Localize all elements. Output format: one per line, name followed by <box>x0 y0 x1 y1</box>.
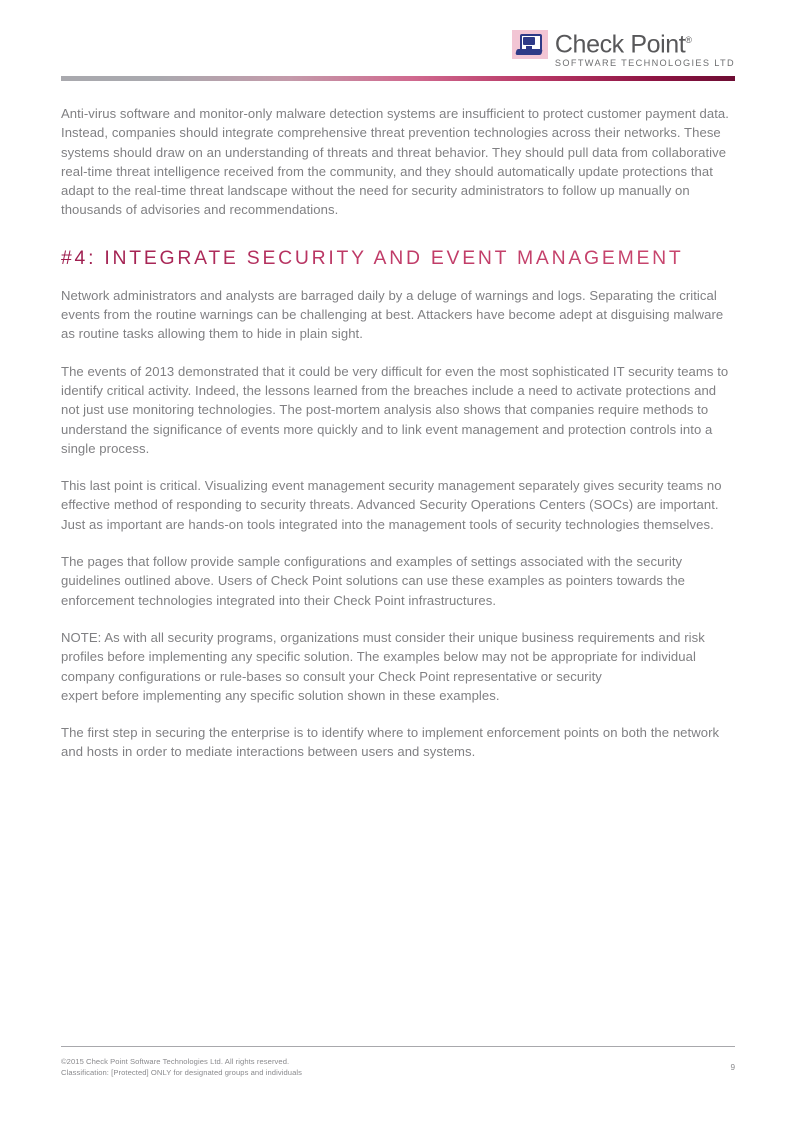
footer-divider <box>61 1046 735 1047</box>
logo-wordmark <box>555 28 735 69</box>
note-paragraph-line-group-1: NOTE: As with all security programs, organizations must consider their unique business requirements and risk profiles before implementing any specific solution. The examples below may not be appropriate for individual company configurations or rule-bases so consult your Check Point representative or security <box>61 629 705 684</box>
intro-paragraph: Anti-virus software and monitor-only malware detection systems are insufficient to protect customer payment data. Instead, companies should integrate comprehensive threat prevention technologies across their networks. These systems should draw on an understanding of threats and threat behavior. They should pull data from collaborative real-time threat intelligence received from the community, and they should automatically update protections that adapt to the real-time threat landscape without the need for security administrators to follow up manually on thousands of advisories and recommendations. <box>61 106 729 218</box>
brand-name-text: Check Point <box>554 30 686 59</box>
note-paragraph-line-group-2: expert before implementing any specific solution shown in these examples. <box>61 687 500 703</box>
page-header <box>61 28 735 74</box>
document-body <box>61 104 735 762</box>
note-paragraph <box>61 628 739 705</box>
footer-legal <box>61 1056 302 1078</box>
keyboard-shape <box>515 49 542 55</box>
page-footer <box>61 1056 735 1078</box>
brand-tagline: SOFTWARE TECHNOLOGIES LTD <box>554 58 735 69</box>
monitor-screen-shape <box>523 37 535 45</box>
header-gradient-divider <box>61 76 735 81</box>
checkpoint-logo <box>512 28 735 69</box>
section-heading: #4: INTEGRATE SECURITY AND EVENT MANAGEMENT <box>61 246 735 270</box>
brand-name <box>555 28 692 57</box>
paragraph-3: This last point is critical. Visualizing event management security management separately gives security teams no effective method of responding to security threats. Advanced Security Operations Centers (SOCs) are important. Just as important are hands-on tools integrated into the management tools of security technologies themselves. <box>61 478 722 532</box>
page-number: 9 <box>730 1063 735 1072</box>
paragraph-4: The pages that follow provide sample configurations and examples of settings associated with the security guidelines outlined above. Users of Check Point solutions can use these examples as pointers towards the enforcement technologies integrated into their Check Point infrastructures. <box>61 554 686 608</box>
trademark-symbol: ® <box>685 35 692 45</box>
footer-classification: Classification: [Protected] ONLY for designated groups and individuals <box>61 1068 302 1078</box>
paragraph-1: Network administrators and analysts are barraged daily by a deluge of warnings and logs. Separating the critical events from the routine warnings can be challenging at best. Attackers have become adept at disguising malware as routine tasks allowing them to hide in plain sight. <box>61 287 724 342</box>
closing-paragraph: The first step in securing the enterprise is to identify where to implement enforcement points on both the network and hosts in order to mediate interactions between users and systems. <box>61 725 720 760</box>
paragraph-2: The events of 2013 demonstrated that it could be very difficult for even the most sophisticated IT security teams to identify critical activity. Indeed, the lessons learned from the breaches include a need to activate protections and not just use monitoring technologies. The post-mortem analysis also shows that companies require methods to understand the significance of events more quickly and to link event management and protection controls into a single process. <box>61 363 729 456</box>
footer-copyright: ©2015 Check Point Software Technologies Ltd. All rights reserved. <box>61 1057 290 1066</box>
checkpoint-computer-logo-icon <box>512 30 548 59</box>
